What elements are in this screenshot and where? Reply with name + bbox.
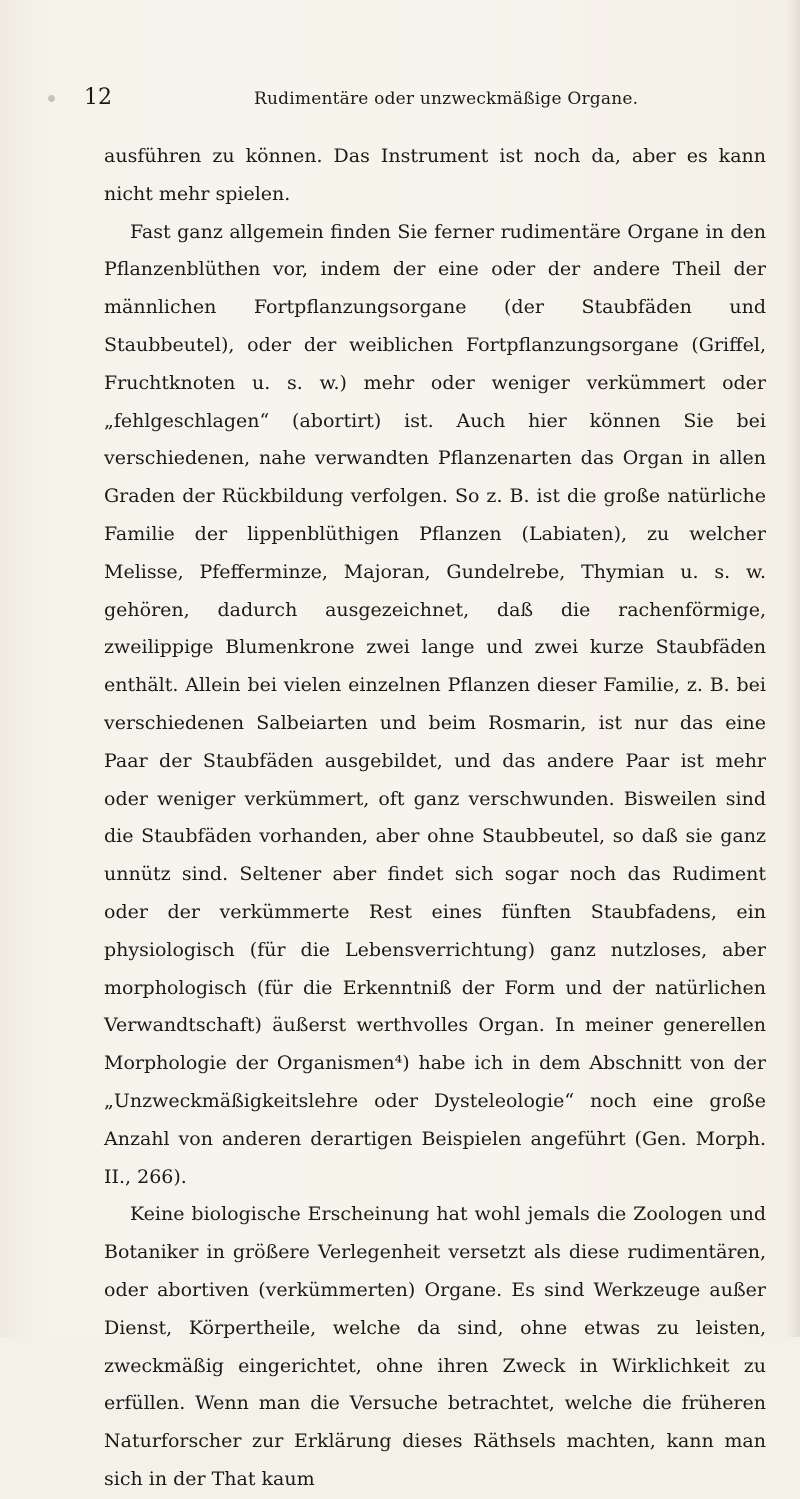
page-header [84, 84, 774, 116]
running-head: Rudimentäre oder unzweckmäßige Organe. [254, 89, 639, 109]
page-number: 12 [84, 85, 112, 110]
body-text [104, 138, 766, 1499]
paragraph-abortive-organs: Keine biologische Erscheinung hat wohl jemals die Zoologen und Botaniker in größere Verlegenheit versetzt als diese rudimentären, oder abortiven (verkümmerten) Organe. Es sind Werkzeuge außer Dienst, Körpertheile, welche da sind, ohne etwas zu leisten, zweckmäßig eingerichtet, ohne ihren Zweck in Wirklichkeit zu erfüllen. Wenn man die Versuche betrachtet, welche die früheren Naturforscher zur Erklärung dieses Räthsels machten, kann man sich in der That kaum [104, 1203, 766, 1490]
paragraph-continued: ausführen zu können. Das Instrument ist noch da, aber es kann nicht mehr spielen. [104, 145, 766, 205]
paragraph-rudimentary-flower-organs: Fast ganz allgemein finden Sie ferner rudimentäre Organe in den Pflanzenblüthen vor, indem der eine oder der andere Theil der männlichen Fortpflanzungsorgane (der Staubfäden und Staubbeutel), oder der weiblichen Fortpflanzungsorgane (Griffel, Fruchtknoten u. s. w.) mehr oder weniger verkümmert oder „fehlgeschlagen“ (abortirt) ist. Auch hier können Sie bei verschiedenen, nahe verwandten Pflanzenarten das Organ in allen Graden der Rückbildung verfolgen. So z. B. ist die große natürliche Familie der lippenblüthigen Pflanzen (Labiaten), zu welcher Melisse, Pfefferminze, Majoran, Gundelrebe, Thymian u. s. w. gehören, dadurch ausgezeichnet, daß die rachenförmige, zweilippige Blumenkrone zwei lange und zwei kurze Staubfäden enthält. Allein bei vielen einzelnen Pflanzen dieser Familie, z. B. bei verschiedenen Salbeiarten und beim Rosmarin, ist nur das eine Paar der Staubfäden ausgebildet, und das andere Paar ist mehr oder weniger verkümmert, oft ganz verschwunden. Bisweilen sind die Staubfäden vorhanden, aber ohne Staubbeutel, so daß sie ganz unnütz sind. Seltener aber findet sich sogar noch das Rudiment oder der verkümmerte Rest eines fünften Staubfadens, ein physiologisch (für die Lebensverrichtung) ganz nutzloses, aber morphologisch (für die Erkenntniß der Form und der natürlichen Verwandtschaft) äußerst werthvolles Organ. In meiner generellen Morphologie der Organismen⁴) habe ich in dem Abschnitt von der „Unzweckmäßigkeitslehre oder Dysteleologie“ noch eine große Anzahl von anderen derartigen Beispielen angeführt (Gen. Morph. II., 266). [104, 220, 766, 1188]
margin-dot [48, 95, 55, 102]
page-edge-shadow [786, 0, 800, 1337]
